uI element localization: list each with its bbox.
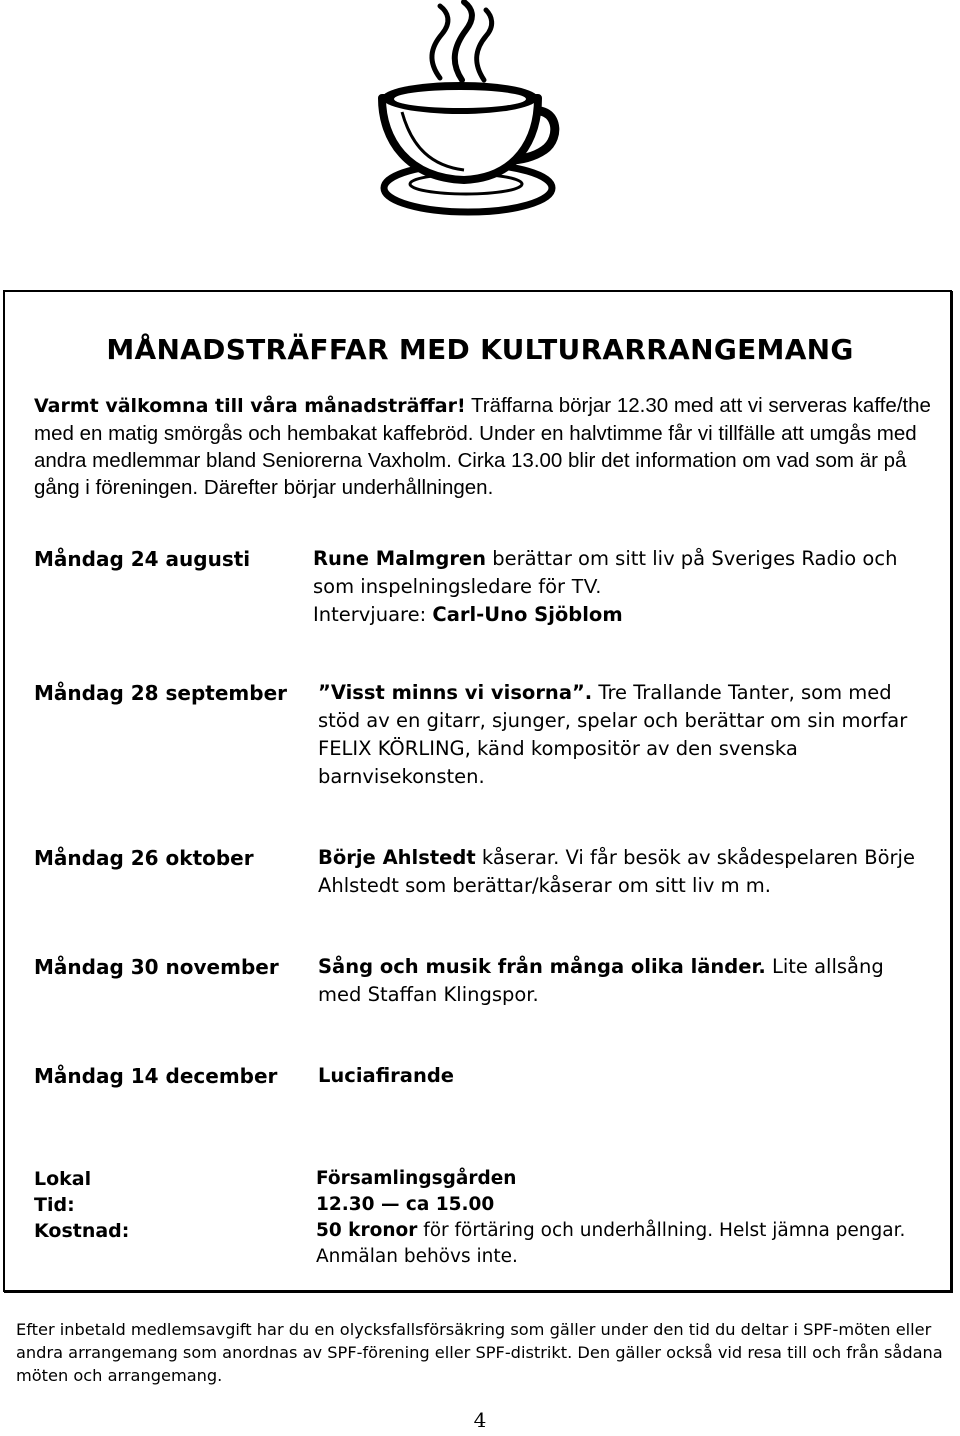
event-text: Tre Trallande Tanter, som med stöd av en gitarr, sjunger, spelar och berättar om sin morfar FELIX KÖRLING, känd kompositör av den svenska barnvisekonsten.	[318, 681, 908, 788]
event-title: Sång och musik från många olika länder.	[318, 955, 766, 978]
event-text: kåserar. Vi får besök av skådespelaren Börje Ahlstedt som berättar/kåserar om sitt liv m m.	[318, 846, 915, 897]
intro-text: Träffarna börjar 12.30 med att vi serveras kaffe/the med en matig smörgås och hembakat kaffebröd. Under en halvtimme får vi tillfälle att umgås med andra medlemmar bland Seniorerna Vaxholm. Cirka 13.00 blir det information om vad som är på gång i föreningen. Därefter börjar underhållningen.	[34, 394, 931, 499]
registration-note: Anmälan behövs inte.	[316, 1246, 518, 1267]
time-value	[316, 1192, 936, 1218]
event-title: Luciafirande	[318, 1064, 455, 1087]
place-value-text: Församlingsgården	[316, 1168, 517, 1189]
event-text: Lite allsång med Staffan Klingspor.	[318, 955, 884, 1006]
event-title: Börje Ahlstedt	[318, 846, 476, 869]
insurance-note: Efter inbetald medlemsavgift har du en olycksfallsförsäkring som gäller under den tid du deltar i SPF-möten eller andra arrangemang som anordnas av SPF-förening eller SPF-distrikt. Den gäller också vid resa till och från sådana möten och arrangemang.	[16, 1320, 943, 1385]
event-date: Måndag 30 november	[34, 955, 279, 979]
event-date: Måndag 24 augusti	[34, 547, 251, 571]
event-interviewer: Carl-Uno Sjöblom	[432, 603, 623, 626]
event-date: Måndag 26 oktober	[34, 846, 254, 870]
cost-text: för förtäring och underhållning. Helst jämna pengar.	[417, 1220, 906, 1241]
event-description	[318, 953, 918, 1009]
event-title: ”Visst minns vi visorna”.	[318, 681, 593, 704]
event-description	[313, 545, 938, 629]
event-title: Rune Malmgren	[313, 547, 487, 570]
page-number: 4	[473, 1408, 487, 1432]
time-label: Tid:	[34, 1194, 75, 1216]
intro-lead: Varmt välkomna till våra månadsträffar!	[34, 395, 466, 417]
intro-paragraph	[34, 392, 934, 501]
time-value-text: 12.30 — ca 15.00	[316, 1194, 495, 1215]
event-interviewer-label: Intervjuare:	[313, 603, 433, 626]
event-description	[318, 679, 908, 791]
cost-value	[316, 1218, 936, 1270]
event-text-tv: TV.	[571, 575, 602, 598]
coffee-cup-icon	[368, 0, 568, 225]
cost-label: Kostnad:	[34, 1220, 130, 1242]
place-label: Lokal	[34, 1168, 92, 1190]
event-text: berättar om sitt liv på Sveriges Radio och som inspelningsledare för	[313, 547, 898, 598]
place-value	[316, 1166, 936, 1192]
event-description	[318, 844, 948, 900]
event-description	[318, 1062, 918, 1090]
cost-amount: 50 kronor	[316, 1220, 418, 1241]
page-title: MÅNADSTRÄFFAR MED KULTURARRANGEMANG	[106, 333, 854, 366]
event-date: Måndag 28 september	[34, 681, 288, 705]
event-date: Måndag 14 december	[34, 1064, 278, 1088]
